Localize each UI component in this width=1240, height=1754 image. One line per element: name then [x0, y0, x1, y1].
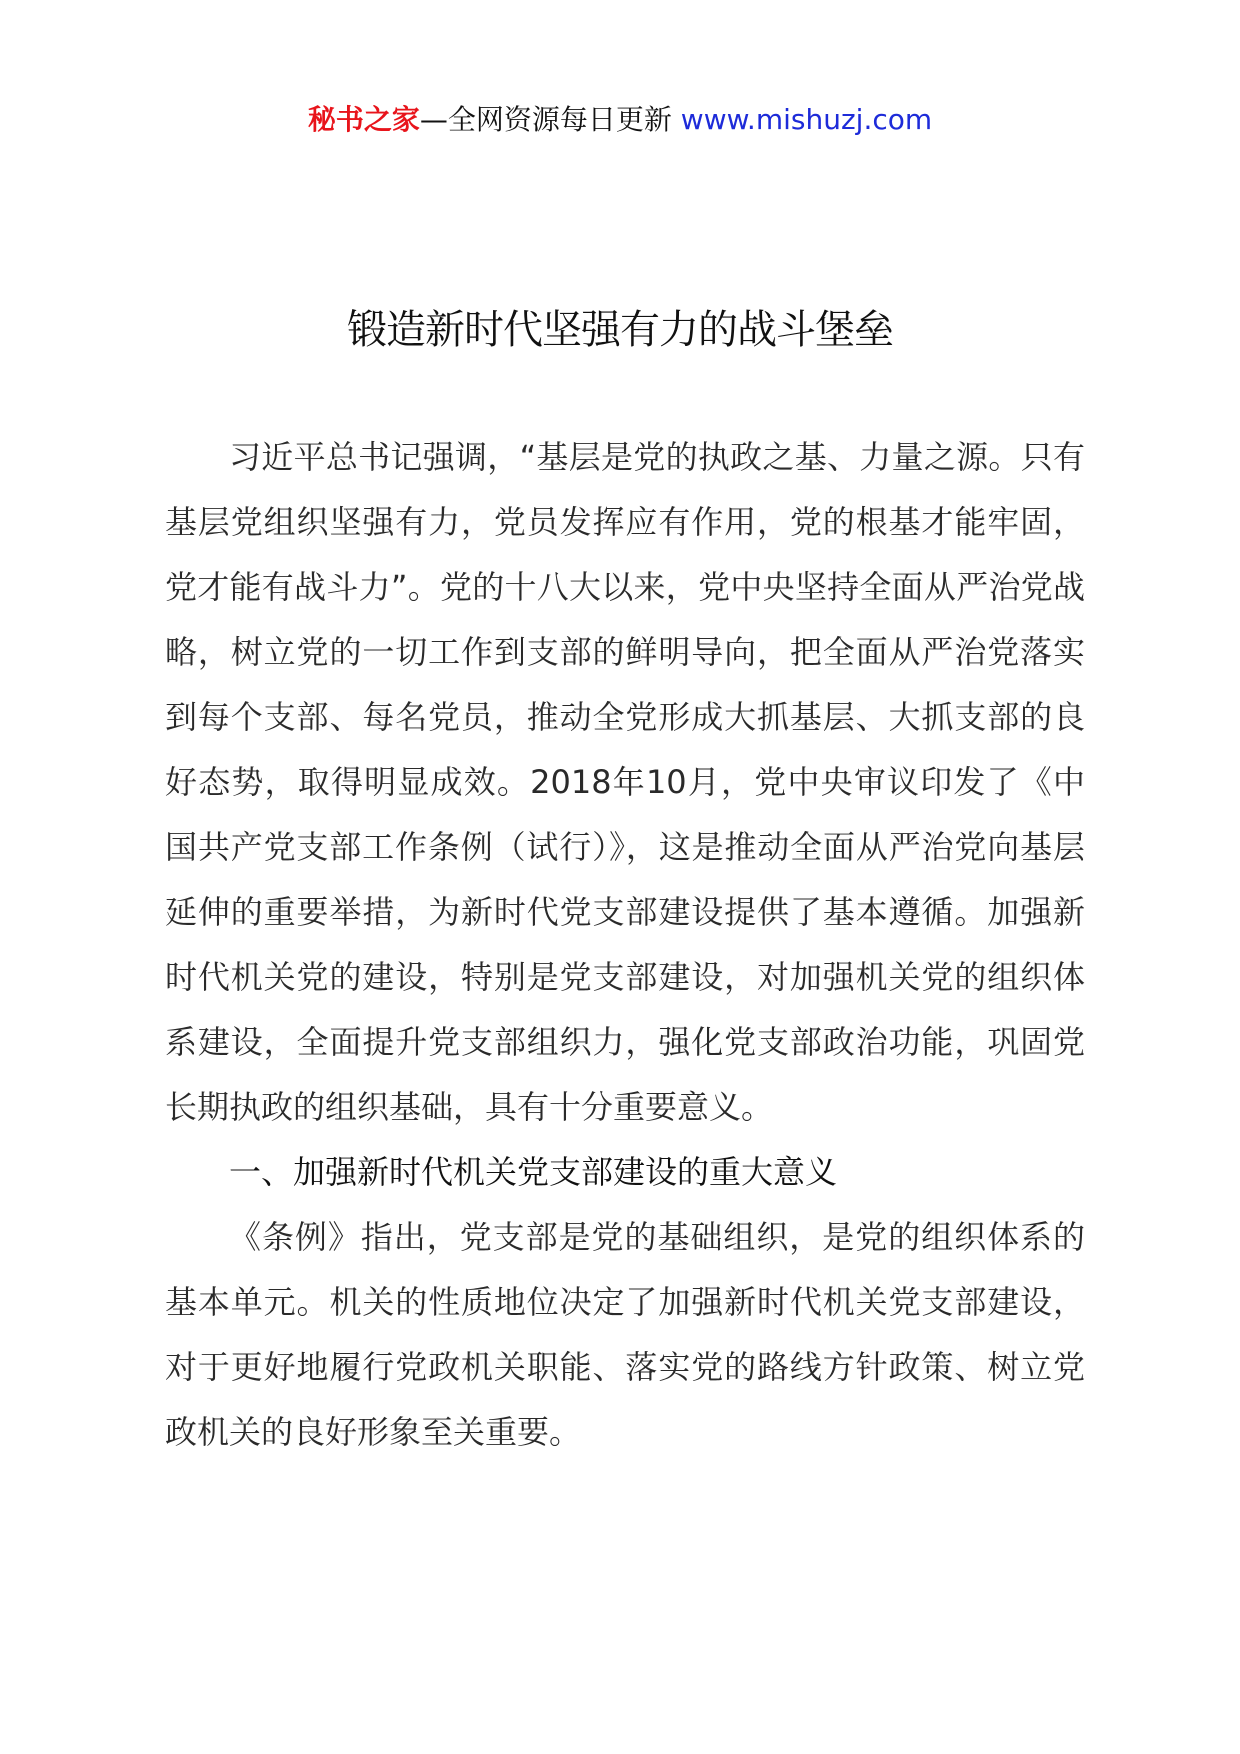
section-paragraph: 《条例》指出，党支部是党的基础组织，是党的组织体系的基本单元。机关的性质地位决定了加强新时代机关党支部建设，对于更好地履行党政机关职能、落实党的路线方针政策、树立党政机关的良好形象至关重要。: [165, 1218, 1085, 1451]
document-body: [165, 425, 1085, 1465]
intro-paragraph: 习近平总书记强调，“基层是党的执政之基、力量之源。只有基层党组织坚强有力，党员发挥应有作用，党的根基才能牢固，党才能有战斗力”。党的十八大以来，党中央坚持全面从严治党战略，树立党的一切工作到支部的鲜明导向，把全面从严治党落实到每个支部、每名党员，推动全党形成大抓基层、大抓支部的良好态势，取得明显成效。2018年10月，党中央审议印发了《中国共产党支部工作条例（试行）》，这是推动全面从严治党向基层延伸的重要举措，为新时代党支部建设提供了基本遵循。加强新时代机关党的建设，特别是党支部建设，对加强机关党的组织体系建设，全面提升党支部组织力，强化党支部政治功能，巩固党长期执政的组织基础，具有十分重要意义。: [165, 438, 1085, 1126]
document-title: 锻造新时代坚强有力的战斗堡垒: [347, 307, 893, 353]
section-heading: 一、加强新时代机关党支部建设的重大意义: [229, 1153, 838, 1191]
site-header: [0, 100, 1240, 140]
site-url-link[interactable]: www.mishuzj.com: [680, 103, 933, 136]
site-brand: 秘书之家: [307, 103, 420, 136]
site-tagline: —全网资源每日更新: [419, 103, 672, 136]
